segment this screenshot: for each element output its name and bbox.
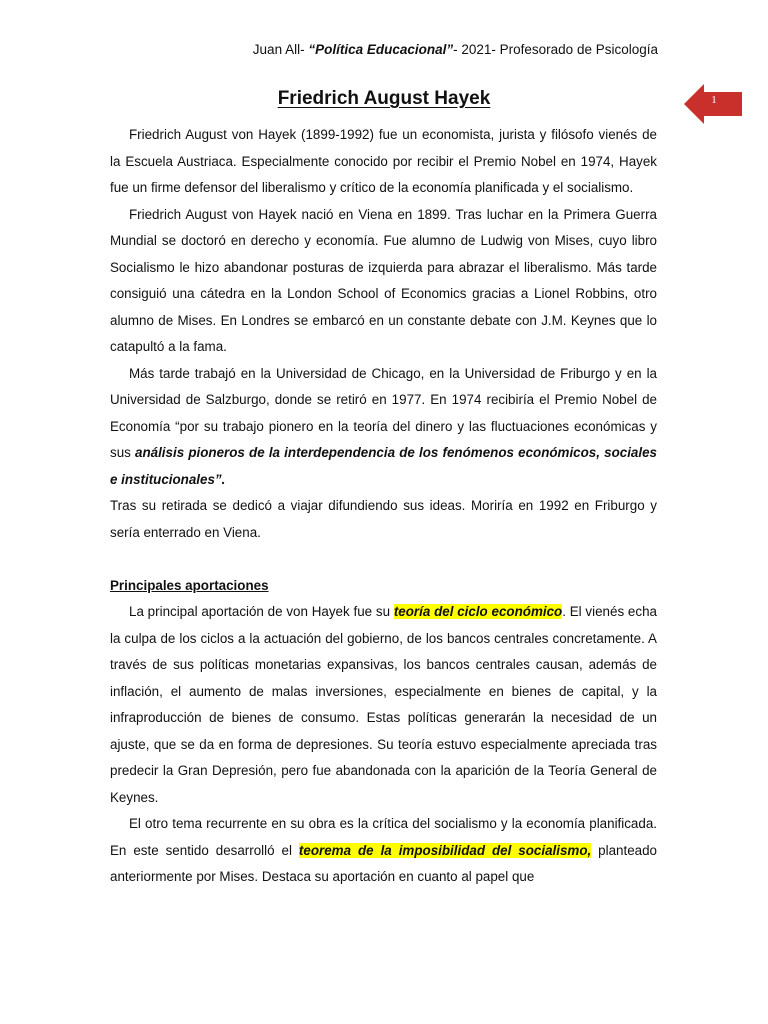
paragraph-business-cycle-intro: La principal aportación de von Hayek fue su xyxy=(129,604,394,619)
paragraph-early-life: Friedrich August von Hayek nació en Viena en 1899. Tras luchar en la Primera Guerra Mundial se doctoró en derecho y economía. Fue alumno de Ludwig von Mises, cuyo libro Socialismo le hizo abandonar posturas de izquierda para abrazar el liberalismo. Más tarde consiguió una cátedra en la London School of Economics gracias a Lionel Robbins, otro alumno de Mises. En Londres se embarcó en un constante debate con J.M. Keynes que lo catapultó a la fama. xyxy=(110,206,657,354)
paragraph-socialism-intro: El otro tema recurrente en su obra es la crítica del socialismo y la economía planificada. En este sentido desarrolló el xyxy=(110,816,657,858)
header-details: - 2021- Profesorado de Psicología xyxy=(453,42,658,57)
header-author: Juan All- xyxy=(252,42,309,57)
section-heading: Principales aportaciones xyxy=(110,577,269,593)
paragraph-business-cycle xyxy=(110,599,657,811)
paragraph-business-cycle-text: . El vienés echa la culpa de los ciclos a la actuación del gobierno, de los bancos centrales concretamente. A través de sus políticas monetarias expansivas, los bancos centrales causan, además de inflación, el aumento de malas inversiones, especialmente en bienes de capital, y la infraproducción de bienes de consumo. Estas políticas generarán la necesidad de un ajuste, que se da en forma de depresiones. Su teoría estuvo especialmente apreciada tras predecir la Gran Depresión, pero fue abandonada con la aparición de la Teoría General de Keynes. xyxy=(110,604,657,805)
paragraph-career xyxy=(110,361,657,494)
paragraph-socialism-text: planteado anteriormente por Mises. Destaca su aportación en cuanto al papel que xyxy=(110,842,658,884)
page-number: 1 xyxy=(711,94,717,106)
paragraph-retirement: Tras su retirada se dedicó a viajar difundiendo sus ideas. Moriría en 1992 en Friburgo y sería enterrado en Viena. xyxy=(110,498,657,540)
paragraph-biography-intro: Friedrich August von Hayek (1899-1992) fue un economista, jurista y filósofo vienés de la Escuela Austriaca. Especialmente conocido por recibir el Premio Nobel en 1974, Hayek fue un firme defensor del liberalismo y crítico de la economía planificada y el socialismo. xyxy=(110,127,657,195)
header-course: “Política Educacional” xyxy=(308,42,454,57)
highlight-business-cycle-theory: teoría del ciclo económico xyxy=(393,604,563,619)
blank-line xyxy=(110,546,657,573)
document-title: Friedrich August Hayek xyxy=(277,88,491,109)
nobel-citation-emphasis: análisis pioneros de la interdependencia de los fenómenos económicos, sociales e institucionales”. xyxy=(110,445,657,487)
highlight-impossibility-theorem: teorema de la imposibilidad del socialismo, xyxy=(298,842,592,858)
paragraph-socialism-critique xyxy=(110,811,657,891)
running-header xyxy=(253,42,658,57)
document-body xyxy=(110,122,657,891)
paragraph-career-text: Más tarde trabajó en la Universidad de Chicago, en la Universidad de Friburgo y en la Universidad de Salzburgo, donde se retiró en 1977. En 1974 recibiría el Premio Nobel de Economía “por su trabajo pionero en la teoría del dinero y las fluctuaciones económicas y sus xyxy=(110,365,657,460)
